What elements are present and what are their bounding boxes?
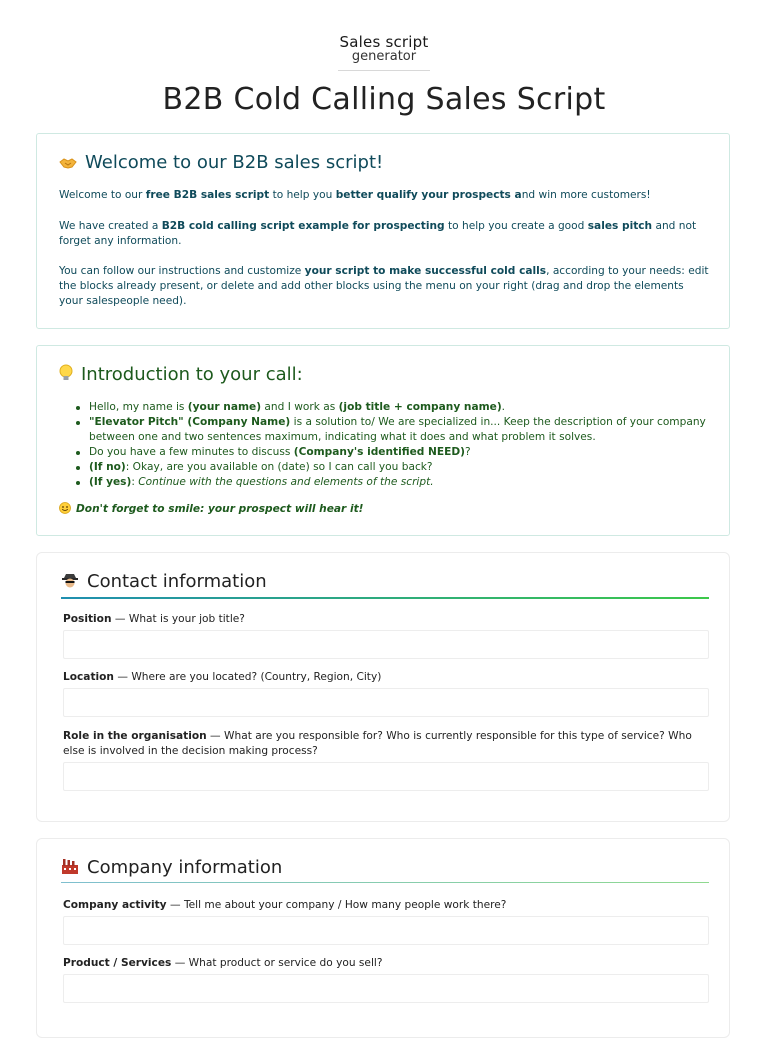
intro-heading-text: Introduction to your call: [81,364,303,385]
intro-bullet [87,445,707,460]
intro-heading [59,364,303,387]
text: to help you [269,189,336,201]
bold-text: better qualify your prospects a [335,189,522,201]
intro-bullet [87,475,707,490]
italic-text: Continue with the questions and elements of the script. [138,476,434,488]
company-activity-label: Company activity — Tell me about your company / How many people work there? [63,899,507,911]
text: . [501,401,506,413]
bold-text: sales pitch [587,220,653,232]
text: and not forget any information. [59,220,697,247]
intro-bullet [87,415,707,445]
detective-icon [61,571,79,594]
smiley-face-icon [59,502,71,517]
welcome-heading-text: Welcome to our B2B sales script! [85,152,384,173]
smile-reminder [59,502,364,517]
welcome-card [36,133,730,329]
text: to help you create a good [444,220,588,232]
position-label: Position — What is your job title? [63,613,245,625]
company-heading-text: Company information [87,857,283,878]
products-services-label: Product / Services — What product or service do you sell? [63,957,383,969]
bold-text: "Elevator Pitch" (Company Name) [89,416,291,428]
welcome-heading [59,152,383,175]
smile-reminder-text: Don't forget to smile: your prospect will hear it! [76,503,364,515]
company-activity-input[interactable] [63,916,709,945]
contact-heading-text: Contact information [87,571,267,592]
handshake-icon [59,154,77,175]
logo-divider [338,70,430,71]
location-input[interactable] [63,688,709,717]
contact-divider [61,597,709,599]
bold-text: (your name) [187,401,262,413]
bold-text: your script to make successful cold calls [304,265,547,277]
page-title: B2B Cold Calling Sales Script [162,82,606,117]
light-bulb-icon [59,364,73,387]
company-divider [61,882,709,883]
factory-icon [61,857,79,880]
bold-text: (If no) [89,461,126,473]
text: : [131,476,139,488]
products-services-input[interactable] [63,974,709,1003]
location-label: Location — Where are you located? (Country, Region, City) [63,671,382,683]
role-label: Role in the organisation — What are you responsible for? Who is currently responsible for this type of service? Who else is involved in the decision making process? [63,730,692,757]
welcome-paragraph-3 [59,264,709,309]
contact-heading [61,571,267,594]
text: nd win more customers! [521,189,651,201]
bold-text: (If yes) [89,476,132,488]
intro-bullet [87,460,707,475]
intro-list [87,400,707,490]
company-section [36,838,730,1038]
logo[interactable] [0,33,768,71]
text: ? [465,446,471,458]
text: , according to your needs: edit the blocks already present, or delete and add other blocks using the menu on your right (drag and drop the elements your salespeople need). [59,265,709,307]
intro-card [36,345,730,536]
text: You can follow our instructions and customize [59,265,305,277]
text: Do you have a few minutes to discuss [89,446,294,458]
text: Hello, my name is [89,401,188,413]
text: and I work as [261,401,339,413]
company-heading [61,857,282,880]
bold-text: (job title + company name) [338,401,502,413]
logo-line2: generator [351,49,417,64]
welcome-paragraph-1 [59,188,709,203]
bold-text: (Company's identified NEED) [293,446,466,458]
bold-text: B2B cold calling script example for prospecting [161,220,445,232]
intro-bullet [87,400,707,415]
logo-line1: Sales script [339,33,429,51]
bold-text: free B2B sales script [145,189,270,201]
position-input[interactable] [63,630,709,659]
text: We have created a [59,220,162,232]
text: : Okay, are you available on (date) so I can call you back? [125,461,433,473]
text: is a solution to/ We are specialized in... Keep the description of your company between one and two sentences maximum, indicating what it does and what problem it solves. [89,416,706,443]
text: Welcome to our [59,189,146,201]
contact-section [36,552,730,822]
welcome-paragraph-2 [59,219,709,249]
role-input[interactable] [63,762,709,791]
